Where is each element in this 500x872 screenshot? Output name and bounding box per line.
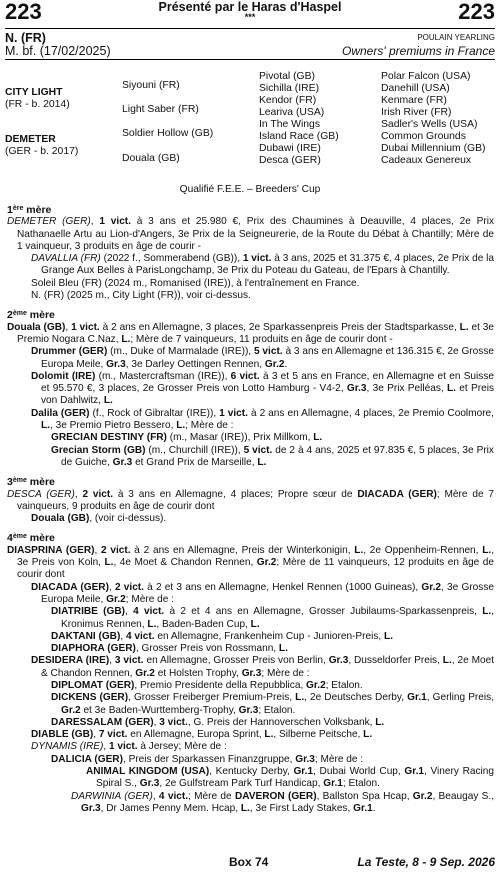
section-heading-4: 4ème mère [7, 532, 55, 545]
produce-entry: Dolomit (IRE) (m., Mastercraftsman (IRE)), 6 vict. à 3 et 5 ans en France, en Allemagne et en Suisse et 95.570 €, 3 places, 2e Grosser Preis von Lotto Hamburg - V4-2, Gr.3, 3e Prix Pelléas, L. et Preis von Dahlwitz, L. [31, 370, 494, 407]
great-grandparent: Leariva (USA) [259, 107, 325, 118]
dam-entry: DIASPRINA (GER), 2 vict. à 2 ans en Allemagne, Preis der Winterkonigin, L., 2e Oppenheim-Rennen, L., 3e Preis von Koln, L., 4e Moet & Chandon Rennen, Gr.2; Mère de 11 vainqueurs, 12 produits en âge de courir dont [7, 544, 494, 581]
great-grandparent: Pivotal (GB) [259, 71, 316, 82]
qualification-note: Qualifié F.E.E. – Breeders' Cup [179, 184, 321, 195]
grandparent: Douala (GB) [122, 153, 180, 164]
g3-ancestor: Sadler's Wells (USA) [381, 119, 478, 130]
horse-name: N. (FR) [5, 31, 46, 45]
great-grandparent: Dubawi (IRE) [259, 143, 321, 154]
produce-entry: N. (FR) (2025 m., City Light (FR)), voir ci-dessus. [31, 290, 251, 302]
produce-entry: DARESSALAM (GER), 3 vict., G. Preis der Hannoverschen Volksbank, L. [51, 716, 385, 728]
lot-number-left: 223 [5, 0, 42, 24]
produce-entry: DAKTANI (GB), 4 vict. en Allemagne, Frankenheim Cup - Junioren-Preis, L. [51, 630, 394, 642]
g3-ancestor: Common Grounds [381, 131, 466, 142]
g3-ancestor: Kenmare (FR) [381, 95, 447, 106]
produce-entry: DARWINIA (GER), 4 vict.; Mère de DAVERON (GER), Ballston Spa Hcap, Gr.2, Beaugay S., Gr.3, Dr James Penny Mem. Hcap, L., 3e First Lady Stakes, Gr.1. [71, 790, 495, 814]
horse-category: POULAIN YEARLING [417, 33, 495, 42]
dam-entry: DEMETER (GER), 1 vict. à 3 ans et 25.980 €, Prix des Chaumines à Deauville, 4 places, 2e Prix Nathanaelle Artu au Lion-d'Angers, 3e Prix de la Seigneurerie, de la Route du Débat à Chantilly; Mère de 1 vainqueur, 3 produits en âge de courir - [7, 216, 494, 252]
grandparent: Light Saber (FR) [122, 104, 199, 115]
dam-entry: DESCA (GER), 2 vict. à 3 ans en Allemagne, 4 places; Propre sœur de DIACADA (GER); Mère de 7 vainqueurs, 9 produits en âge de courir dont [7, 488, 494, 512]
owners-premiums: Owners' premiums in France [342, 44, 495, 58]
produce-entry: Soleil Bleu (FR) (2024 m., Romanised (IRE)), à l'entraînement en France. [31, 277, 360, 289]
produce-entry: Dalila (GER) (f., Rock of Gibraltar (IRE)), 1 vict. à 2 ans en Allemagne, 4 places, 2e Premio Coolmore, L., 3e Premio Pietro Bessero, L.; Mère de : [31, 407, 494, 432]
dam-entry: Douala (GB), 1 vict. à 2 ans en Allemagne, 3 places, 2e Sparkassenpreis Preis der Stadtsparkasse, L. et 3e Premio Nogara C.Naz, L.; Mère de 7 vainqueurs, 11 produits en âge de courir dont - [7, 321, 495, 345]
produce-entry: DICKENS (GER), Grosser Freiberger Premium-Preis, L., 2e Deutsches Derby, Gr.1, Gerling Preis, Gr.2 et 3e Baden-Wurttemberg-Trophy, Gr.3; Etalon. [51, 692, 495, 716]
produce-entry: ANIMAL KINGDOM (USA), Kentucky Derby, Gr.1, Dubai World Cup, Gr.1, Vinery Racing Spiral S., Gr.3, 2e Gulfstream Park Turf Handicap, Gr.1; Etalon. [86, 766, 494, 790]
produce-entry: GRECIAN DESTINY (FR) (m., Masar (IRE)), Prix Millkom, L. [51, 432, 323, 444]
g3-ancestor: Dubai Millennium (GB) [381, 143, 486, 154]
dam: DEMETER [5, 134, 56, 145]
great-grandparent: Island Race (GB) [259, 131, 339, 142]
produce-entry: DIPLOMAT (GER), Premio Presidente della Repubblica, Gr.2; Etalon. [51, 679, 363, 691]
produce-entry: DIAPHORA (GER), Grosser Preis von Rossmann, L. [51, 643, 288, 655]
event-info: La Teste, 8 - 9 Sep. 2026 [357, 855, 495, 869]
g3-ancestor: Irish River (FR) [381, 107, 452, 118]
produce-entry: DAVALLIA (FR) (2022 f., Sommerabend (GB)), 1 vict. à 3 ans, 2025 et 31.375 €, 4 places, 2e Prix de la Grange Aux Belles à ParisLongchamp, 3e Prix du Poteau du Gateau, de l'Epars à Chantilly. [31, 253, 494, 277]
box-number: Box 74 [229, 855, 269, 869]
section-heading-1: 1ère mère [7, 204, 52, 216]
pedigree [5, 71, 495, 175]
grandparent: Siyouni (FR) [122, 80, 180, 91]
produce-entry: DALICIA (GER), Preis der Sparkassen Finanzgruppe, Gr.3; Mère de : [51, 753, 364, 765]
sire-info: (FR - b. 2014) [5, 99, 70, 110]
horse-header [5, 28, 495, 60]
produce-entry: Grecian Storm (GB) (m., Churchill (IRE)), 5 vict. de 2 à 4 ans, 2025 et 97.835 €, 5 places, 3e Prix de Guiche, Gr.3 et Grand Prix de Marseille, L. [51, 444, 494, 468]
produce-entry: DESIDERA (IRE), 3 vict. en Allemagne, Grosser Preis von Berlin, Gr.3, Dusseldorfer Preis, L., 2e Moet & Chandon Rennen, Gr.2 et Holsten Trophy, Gr.3; Mère de : [31, 655, 495, 679]
grandparent: Soldier Hollow (GB) [122, 128, 214, 139]
g3-ancestor: Danehill (USA) [381, 83, 450, 94]
sire: CITY LIGHT [5, 87, 63, 98]
produce-entry: DIATRIBE (GB), 4 vict. à 2 et 4 ans en Allemagne, Grosser Jubilaums-Sparkassenpreis, L., Kronimus Rennen, L., Baden-Baden Cup, L. [51, 606, 494, 630]
great-grandparent: In The Wings [259, 119, 321, 130]
page-footer [5, 856, 495, 872]
great-grandparent: Desca (GER) [259, 155, 321, 166]
stars: *** [244, 12, 256, 22]
presented-by: Présenté par le Haras d'Haspel [158, 0, 342, 14]
produce-entry: DIACADA (GER), 2 vict. à 2 et 3 ans en Allemagne, Henkel Rennen (1000 Guineas), Gr.2, 3e Grosse Europa Meile, Gr.2; Mère de : [31, 581, 494, 605]
g3-ancestor: Cadeaux Genereux [381, 155, 472, 166]
catalogue-body [7, 204, 494, 815]
lot-number-right: 223 [458, 0, 495, 24]
great-grandparent: Sichilla (IRE) [259, 83, 320, 94]
dam-info: (GER - b. 2017) [5, 146, 79, 157]
produce-entry: DIABLE (GB), 7 vict. en Allemagne, Europa Sprint, L., Silberne Peitsche, L. [31, 729, 373, 741]
g3-ancestor: Polar Falcon (USA) [381, 71, 471, 82]
section-heading-2: 2ème mère [7, 309, 55, 322]
section-heading-3: 3ème mère [7, 476, 55, 489]
produce-entry: DYNAMIS (IRE), 1 vict. à Jersey; Mère de : [31, 741, 227, 753]
great-grandparent: Kendor (FR) [259, 95, 317, 106]
produce-entry: Drummer (GER) (m., Duke of Marmalade (IRE)), 5 vict. à 3 ans en Allemagne et 136.315 €, 2e Grosse Europa Meile, Gr.3, 3e Darley Oettingen Rennen, Gr.2. [31, 346, 494, 370]
produce-entry: Douala (GB), (voir ci-dessus). [31, 513, 167, 525]
horse-sex-dob: M. bf. (17/02/2025) [5, 44, 111, 58]
